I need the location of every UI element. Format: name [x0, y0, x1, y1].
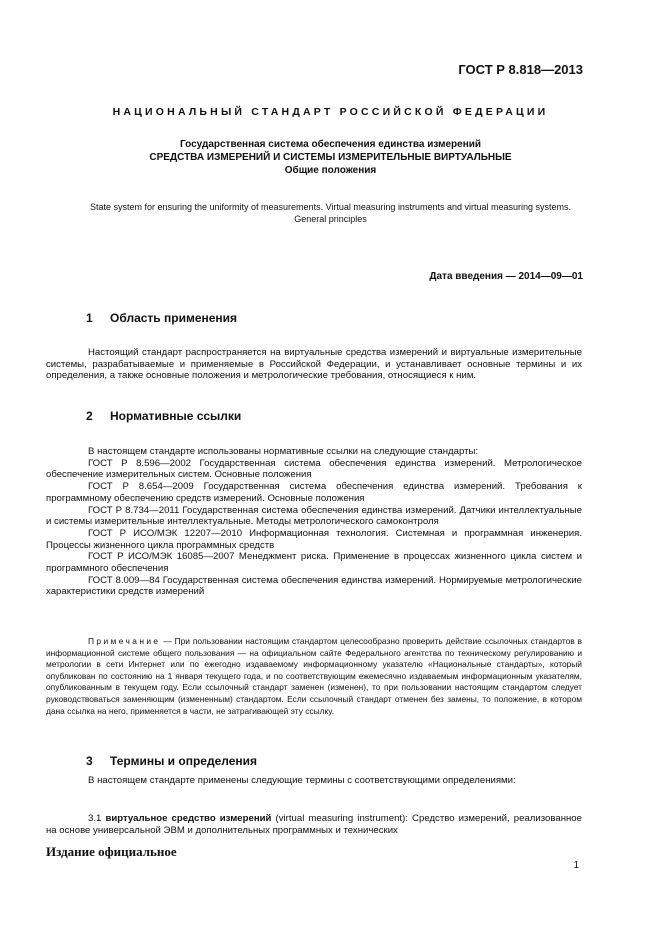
- section-title: Нормативные ссылки: [110, 409, 242, 423]
- term-name: виртуальное средство измерений: [105, 813, 272, 824]
- term-text: (virtual measuring instrument): Средство измерений, реализованное на основе универсальной ЭВМ и дополнительных программных и технических: [46, 813, 582, 836]
- section-number: 2: [86, 409, 93, 423]
- term-3-1: [46, 813, 582, 836]
- section-2-heading: [86, 409, 241, 423]
- english-title: [40, 201, 621, 225]
- title-line-1: Государственная система обеспечения единства измерений: [179, 139, 482, 150]
- reference-item: ГОСТ 8.009—84 Государственная система обеспечения единства измерений. Нормируемые метрологические характеристики средств измерений: [46, 574, 582, 598]
- reference-item: ГОСТ Р 8.734—2011 Государственная система обеспечения единства измерений. Датчики интеллектуальные и системы измерительные интеллектуальные. Методы метрологического самоконтроля: [46, 504, 582, 528]
- reference-item: ГОСТ Р 8.654—2009 Государственная система обеспечения единства измерений. Требования к программному обеспечению средств измерений. Основные положения: [46, 481, 582, 504]
- introduction-date: Дата введения — 2014—09—01: [429, 271, 583, 282]
- english-title-line-1: State system for ensuring the uniformity of measurements. Virtual measuring instruments and virtual measuring systems.: [89, 202, 572, 212]
- term-number: 3.1: [88, 813, 106, 824]
- document-title: [40, 138, 621, 177]
- section-title: Термины и определения: [110, 754, 258, 768]
- section-1-heading: [86, 311, 237, 325]
- paragraph: В настоящем стандарте применены следующие термины с соответствующими определениями:: [88, 775, 516, 786]
- term-definition: [46, 813, 582, 836]
- note-text: [46, 636, 582, 717]
- note-label: Примечание: [88, 636, 161, 646]
- title-line-2: СРЕДСТВА ИЗМЕРЕНИЙ И СИСТЕМЫ ИЗМЕРИТЕЛЬНЫЕ ВИРТУАЛЬНЫЕ: [149, 152, 512, 163]
- section-3-intro: [46, 775, 582, 787]
- official-edition-label: Издание официальное: [46, 844, 177, 859]
- reference-item: ГОСТ Р ИСО/МЭК 16085—2007 Менеджмент риска. Применение в процессах жизненного цикла систем и программного обеспечения: [46, 551, 582, 575]
- section-number: 1: [86, 311, 93, 325]
- references-intro: В настоящем стандарте использованы нормативные ссылки на следующие стандарты:: [88, 446, 479, 457]
- document-code: ГОСТ Р 8.818—2013: [458, 62, 583, 77]
- english-title-line-2: General principles: [294, 214, 367, 224]
- section-title: Область применения: [110, 311, 238, 325]
- reference-item: ГОСТ Р 8.596—2002 Государственная система обеспечения единства измерений. Метрологическое обеспечение измерительных систем. Основные положения: [46, 457, 582, 481]
- national-standard-heading: НАЦИОНАЛЬНЫЙ СТАНДАРТ РОССИЙСКОЙ ФЕДЕРАЦИИ: [112, 106, 549, 118]
- section-number: 3: [86, 754, 93, 768]
- page-number: 1: [573, 860, 579, 871]
- reference-item: ГОСТ Р ИСО/МЭК 12207—2010 Информационная технология. Системная и программная инженерия. Процессы жизненного цикла программных средств: [46, 527, 582, 551]
- note-block: [46, 636, 582, 717]
- section-3-heading: [86, 754, 257, 768]
- note-body: — При пользовании настоящим стандартом целесообразно проверить действие ссылочных стандартов в информационной системе общего пользования — на официальном сайте Федерального агентства по техническому регулированию и метрологии в сети Интернет или по ежегодно издаваемому информационному указателю «Национальные стандарты», который опубликован по состоянию на 1 января текущего года, и по соответствующим ежемесячно издаваемым информационным указателям, опубликованным в текущем году. Если ссылочный стандарт заменен (изменен), то при пользовании настоящим стандартом следует руководствоваться заменяющим (измененным) стандартом. Если ссылочный стандарт отменен без замены, то положение, в котором дана ссылка на него, применяется в части, не затрагивающей эту ссылку.: [46, 636, 582, 716]
- normative-references: [46, 446, 582, 598]
- section-1-text: [46, 347, 582, 382]
- title-line-3: Общие положения: [284, 165, 377, 176]
- paragraph: Настоящий стандарт распространяется на виртуальные средства измерений и виртуальные измерительные системы, разрабатываемые и применяемые в Российской Федерации, и устанавливает основные термины и их определения, а также основные положения и метрологические требования, относящиеся к ним.: [46, 347, 582, 382]
